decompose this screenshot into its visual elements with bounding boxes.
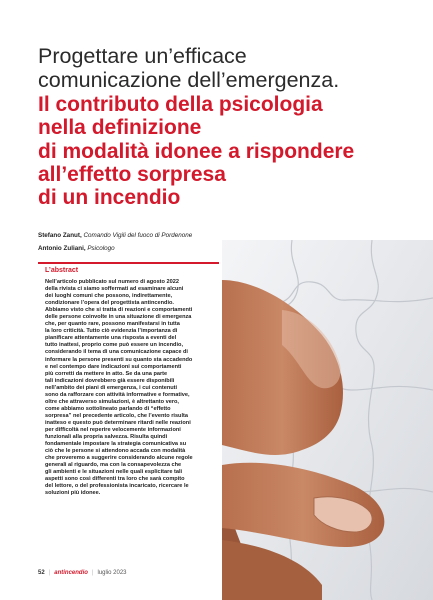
subtitle-line: di un incendio — [38, 186, 181, 210]
footer-separator: | — [91, 570, 94, 576]
abstract-line: più corretti da mettere in atto. Se da una parte — [45, 370, 168, 377]
puzzle-hand-image — [222, 240, 433, 600]
puzzle-hand-photo — [222, 240, 433, 600]
abstract-line: gli ambienti e le situazioni nelle quali esplicitare tali — [45, 469, 183, 476]
abstract-line: e nel contempo dare indicazioni sui comportamenti — [45, 363, 182, 370]
magazine-brand: antincendio — [54, 570, 88, 576]
abstract-line: tutto inattesi, proprio come può essere un incendio, — [45, 342, 183, 349]
abstract-line: nell’ambito dei piani di emergenza, i cui contenuti — [45, 384, 178, 391]
abstract-line: soluzioni più idonee. — [45, 490, 101, 497]
abstract-line: delle persone coinvolte in una situazione di emergenza — [45, 314, 192, 321]
author-role: Comando Vigili del fuoco di Pordenone — [83, 232, 193, 239]
abstract-box — [38, 262, 219, 555]
page-footer — [38, 570, 127, 576]
abstract-line: dei luoghi comuni che possono, indirettamente, — [45, 293, 173, 300]
abstract-line: fondamentale impostare la strategia comunicativa su — [45, 441, 187, 448]
author-name: Antonio Zuliani, — [38, 245, 86, 252]
title-line-2: comunicazione dell’emergenza. — [38, 68, 340, 92]
subtitle-line: Il contributo della psicologia — [38, 93, 323, 116]
abstract-line: che, per quanto rare, possono manifestarsi in tutta — [45, 321, 180, 328]
abstract-line: la loro criticità. Tutto ciò evidenzia l’importanza di — [45, 328, 178, 335]
author-2 — [38, 245, 115, 252]
abstract-line: per difficoltà nel reperire velocemente informazioni — [45, 426, 181, 433]
abstract-line: informare la persone presenti su quanto sta accadendo — [45, 356, 193, 363]
abstract-line: sorpresa” nel precedente articolo, che l’evento risulta — [45, 412, 189, 419]
abstract-line: sono da rafforzare con attività informative e formative, — [45, 391, 190, 398]
abstract-line: oltre che attraverso simulazioni, è altrettanto vero, — [45, 398, 179, 405]
subtitle-line: nella definizione — [38, 116, 202, 140]
footer-separator: | — [48, 570, 51, 576]
abstract-line: della rivista ci siamo soffermati ad esaminare alcuni — [45, 286, 184, 293]
abstract-line: pianificare attentamente una risposta a eventi del — [45, 335, 177, 342]
subtitle-line: all’effetto sorpresa — [38, 162, 226, 186]
subtitle-line: di modalità idonee a rispondere — [38, 139, 355, 163]
title-line-1: Progettare un’efficace — [38, 44, 247, 68]
page-number: 52 — [38, 570, 45, 576]
abstract-line: generali al riguardo, ma con la consapevolezza che — [45, 462, 182, 469]
author-name: Stefano Zanut, — [38, 232, 82, 239]
abstract-heading: L’abstract — [45, 267, 79, 274]
issue-date: luglio 2023 — [97, 570, 127, 576]
abstract-line: come abbiamo sottolineato parlando di “effetto — [45, 405, 171, 412]
title-main — [38, 44, 418, 92]
subtitle — [38, 93, 428, 209]
author-1 — [38, 232, 192, 239]
abstract-line: condizionare l’opera del progettista antincendio. — [45, 300, 174, 307]
abstract-line: ciò che le persone si attendono accada con modalità — [45, 448, 186, 455]
abstract-body — [45, 279, 215, 497]
author-role: Psicologo — [87, 245, 115, 252]
abstract-line: che proveremo a suggerire considerando alcune regole — [45, 455, 193, 462]
abstract-line: inatteso e questo può determinare ritardi nelle reazioni — [45, 419, 191, 426]
abstract-line: tali indicazioni dovrebbero già essere disponibili — [45, 377, 175, 384]
abstract-line: considerando il tema di una comunicazione capace di — [45, 349, 188, 356]
abstract-line: aspetti sono così differenti tra loro che sarà compito — [45, 476, 185, 483]
abstract-line: funzionali alla propria salvezza. Risulta quindi — [45, 434, 168, 441]
abstract-line: Nell’articolo pubblicato sul numero di agosto 2022 — [45, 279, 179, 285]
abstract-line: del lettore, o del professionista incaricato, ricercare le — [45, 483, 189, 490]
abstract-line: Abbiamo visto che si tratta di reazioni e comportamenti — [45, 307, 193, 314]
